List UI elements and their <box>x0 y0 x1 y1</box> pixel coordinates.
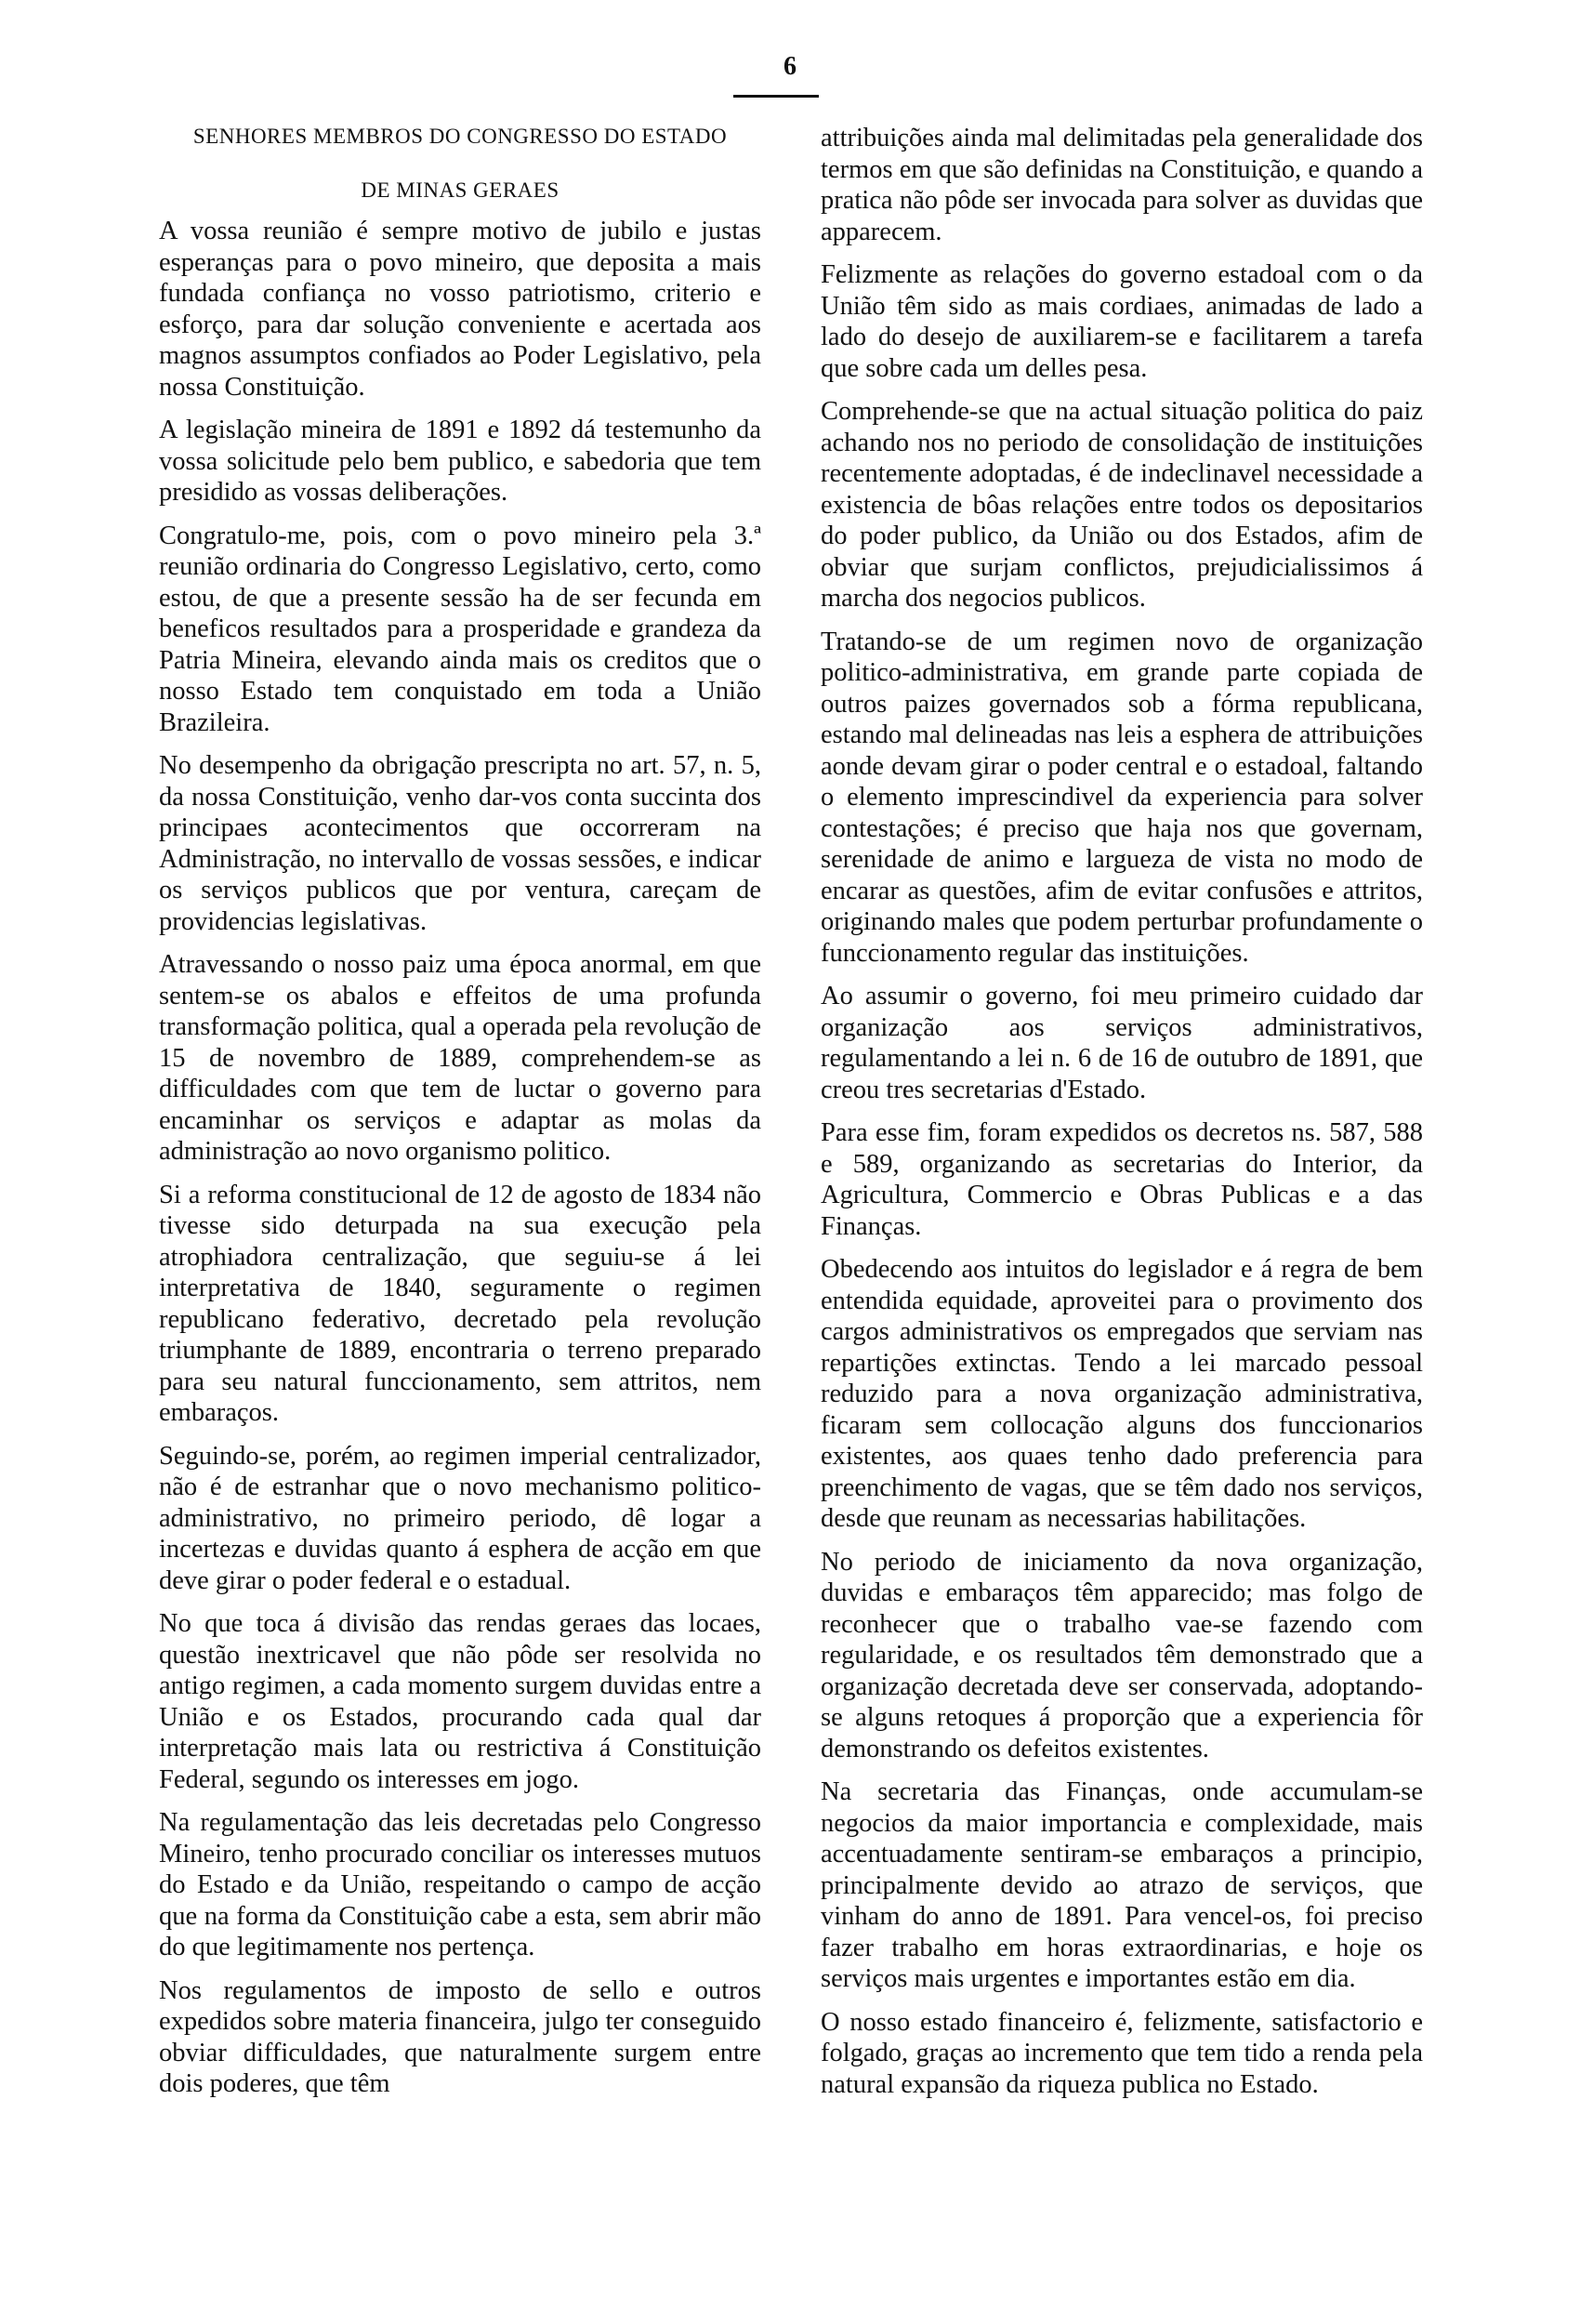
paragraph: Si a reforma constitucional de 12 de agosto de 1834 não tivesse sido deturpada na sua execução pela atrophiadora centralização, que seguiu-se á lei interpretativa de 1840, seguramente o regimen republicano federativo, decretado pela revolução triumphante de 1889, encontraria o terreno preparado para seu natural funccionamento, sem attritos, nem embaraços. <box>159 1180 761 1427</box>
header-rule <box>733 95 819 98</box>
paragraph: A vossa reunião é sempre motivo de jubilo e justas esperanças para o povo mineiro, que deposita a mais fundada confiança no vosso patriotismo, criterio e esforço, para dar solução conveniente e acertada aos magnos assumptos confiados ao Poder Legislativo, pela nossa Constituição. <box>159 217 761 402</box>
heading-line-1: SENHORES MEMBROS DO CONGRESSO DO ESTADO <box>192 125 728 148</box>
paragraph: A legislação mineira de 1891 e 1892 dá testemunho da vossa solicitude pelo bem publico, e sabedoria que tem presidido as vossas deliberações. <box>159 416 761 507</box>
paragraph: Ao assumir o governo, foi meu primeiro cuidado dar organização aos serviços administrativos, regulamentando a lei n. 6 de 16 de outubro de 1891, que creou tres secretarias d'Estado. <box>821 982 1423 1104</box>
paragraph: No que toca á divisão das rendas geraes das locaes, questão inextricavel que não pôde ser resolvida no antigo regimen, a cada momento surgem duvidas entre a União e os Estados, procurando cada qual dar interpretação mais lata ou restrictiva á Constituição Federal, segundo os interesses em jogo. <box>159 1609 761 1794</box>
paragraph: Nos regulamentos de imposto de sello e outros expedidos sobre materia financeira, julgo ter conseguido obviar difficuldades, que naturalmente surgem entre dois poderes, que têm <box>159 1975 761 2098</box>
paragraph: Congratulo-me, pois, com o povo mineiro pela 3.ª reunião ordinaria do Congresso Legislativo, certo, como estou, de que a presente sessão ha de ser fecunda em beneficos resultados para a prosperidade e grandeza da Patria Mineira, elevando ainda mais os creditos que o nosso Estado tem conquistado em toda a União Brazileira. <box>159 521 761 737</box>
left-column <box>159 123 761 2261</box>
paragraph: Na secretaria das Finanças, onde accumulam-se negocios da maior importancia e complexidade, mais accentuadamente sentiram-se embaraços a principio, principalmente devido ao atrazo de serviços, que vinham do anno de 1891. Para vencel-os, foi preciso fazer trabalho em horas extraordinarias, e hoje os serviços mais urgentes e importantes estão em dia. <box>821 1777 1423 1993</box>
paragraph: Atravessando o nosso paiz uma época anormal, em que sentem-se os abalos e effeitos de uma profunda transformação politica, qual a operada pela revolução de 15 de novembro de 1889, comprehendem-se as difficuldades com que tem de luctar o governo para encaminhar os serviços e adaptar as molas da administração ao novo organismo politico. <box>159 950 761 1166</box>
paragraph: No desempenho da obrigação prescripta no art. 57, n. 5, da nossa Constituição, venho dar-vos conta succinta dos principaes acontecimentos que occorreram na Administração, no intervallo de vossas sessões, e indicar os serviços publicos que por ventura, careçam de providencias legislativas. <box>159 751 761 936</box>
paragraph: Tratando-se de um regimen novo de organização politico-administrativa, em grande parte copiada de outros paizes governados sob a fórma republicana, estando mal delineadas nas leis a esphera de attribuições aonde devam girar o poder central e o estadoal, faltando o elemento imprescindivel da experiencia para solver contestações; é preciso que haja nos que governam, serenidade de animo e largueza de vista no modo de encarar as questões, afim de evitar confusões e attritos, originando males que podem perturbar profundamente o funccionamento regular das instituições. <box>821 627 1423 968</box>
paragraph: Obedecendo aos intuitos do legislador e á regra de bem entendida equidade, aproveitei para o provimento dos cargos administrativos os empregados que serviam nas repartições extinctas. Tendo a lei marcado pessoal reduzido para a nova organização administrativa, ficaram sem collocação alguns dos funccionarios existentes, aos quaes tenho dado preferencia para preenchimento de vagas, que se têm dado nos serviços, desde que reunam as necessarias habilitações. <box>821 1255 1423 1533</box>
paragraph: Felizmente as relações do governo estadoal com o da União têm sido as mais cordiaes, animadas de lado a lado do desejo de auxiliarem-se e facilitarem a tarefa que sobre cada um delles pesa. <box>821 260 1423 383</box>
paragraph: Na regulamentação das leis decretadas pelo Congresso Mineiro, tenho procurado conciliar os interesses mutuos do Estado e da União, respeitando o campo de acção que na forma da Constituição cabe a esta, sem abrir mão do que legitimamente nos pertença. <box>159 1808 761 1961</box>
heading-line-2: DE MINAS GERAES <box>361 178 560 202</box>
paragraph: attribuições ainda mal delimitadas pela generalidade dos termos em que são definidas na Constituição, e quando a pratica não pôde ser invocada para solver as duvidas que apparecem. <box>821 124 1423 246</box>
right-column <box>821 123 1423 2261</box>
paragraph: Comprehende-se que na actual situação politica do paiz achando nos no periodo de consolidação de instituições recentemente adoptadas, é de indeclinavel necessidade a existencia de bôas relações entre todos os depositarios do poder publico, da União ou dos Estados, afim de obviar que surjam conflictos, prejudicialissimos á marcha dos negocios publicos. <box>821 397 1423 613</box>
paragraph: Para esse fim, foram expedidos os decretos ns. 587, 588 e 589, organizando as secretarias do Interior, da Agricultura, Commercio e Obras Publicas e a das Finanças. <box>821 1118 1423 1241</box>
paragraph: Seguindo-se, porém, ao regimen imperial centralizador, não é de estranhar que o novo mechanismo politico-administrativo, no primeiro periodo, dê logar a incertezas e duvidas quanto á esphera de acção em que deve girar o poder federal e o estadual. <box>159 1441 761 1595</box>
paragraph: O nosso estado financeiro é, felizmente, satisfactorio e folgado, graças ao incremento que tem tido a renda pela natural expansão da riqueza publica no Estado. <box>821 2007 1423 2099</box>
paragraph: No periodo de iniciamento da nova organização, duvidas e embaraços têm apparecido; mas folgo de reconhecer que o trabalho vae-se fazendo com regularidade, e os resultados têm demonstrado que a organização decretada deve ser conservada, adoptando-se alguns retoques á proporção que a experiencia fôr demonstrando os defeitos existentes. <box>821 1547 1423 1763</box>
page-number: 6 <box>783 52 797 81</box>
